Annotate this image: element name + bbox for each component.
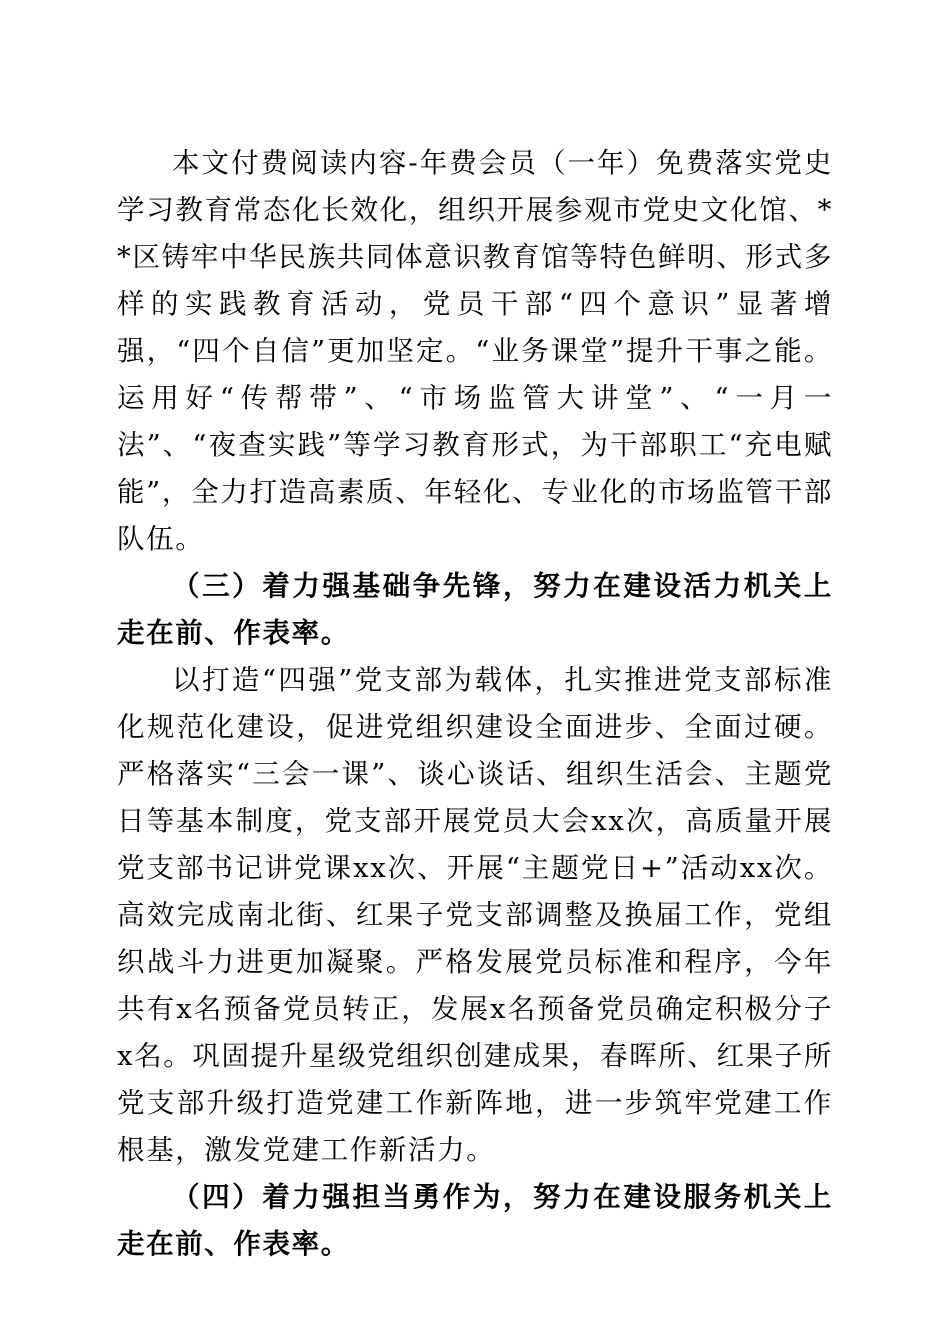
section-heading-3: （三）着力强基础争先锋，努力在建设活力机关上走在前、作表率。 [117,570,833,649]
body-paragraph-1: 本文付费阅读内容-年费会员（一年）免费落实党史学习教育常态化长效化，组织开展参观市党史文化馆、**区铸牢中华民族共同体意识教育馆等特色鲜明、形式多样的实践教育活动，党员干部“四个意识”显著增强，“四个自信”更加坚定。“业务课堂”提升干事之能。运用好“传帮带”、“市场监管大讲堂”、“一月一法”、“夜查实践”等学习教育形式，为干部职工“充电赋能”，全力打造高素质、年轻化、专业化的市场监管干部队伍。 [117,147,833,555]
body-paragraph-2: 以打造“四强”党支部为载体，扎实推进党支部标准化规范化建设，促进党组织建设全面进步、全面过硬。严格落实“三会一课”、谈心谈话、组织生活会、主题党日等基本制度，党支部开展党员大会xx次，高质量开展党支部书记讲党课xx次、开展“主题党日+”活动xx次。高效完成南北街、红果子党支部调整及换届工作，党组织战斗力进更加凝聚。严格发展党员标准和程序，今年共有x名预备党员转正，发展x名预备党员确定积极分子x名。巩固提升星级党组织创建成果，春晖所、红果子所党支部升级打造党建工作新阵地，进一步筑牢党建工作根基，激发党建工作新活力。 [117,664,833,1166]
document-page [117,140,833,1268]
section-heading-4: （四）着力强担当勇作为，努力在建设服务机关上走在前、作表率。 [117,1181,833,1260]
